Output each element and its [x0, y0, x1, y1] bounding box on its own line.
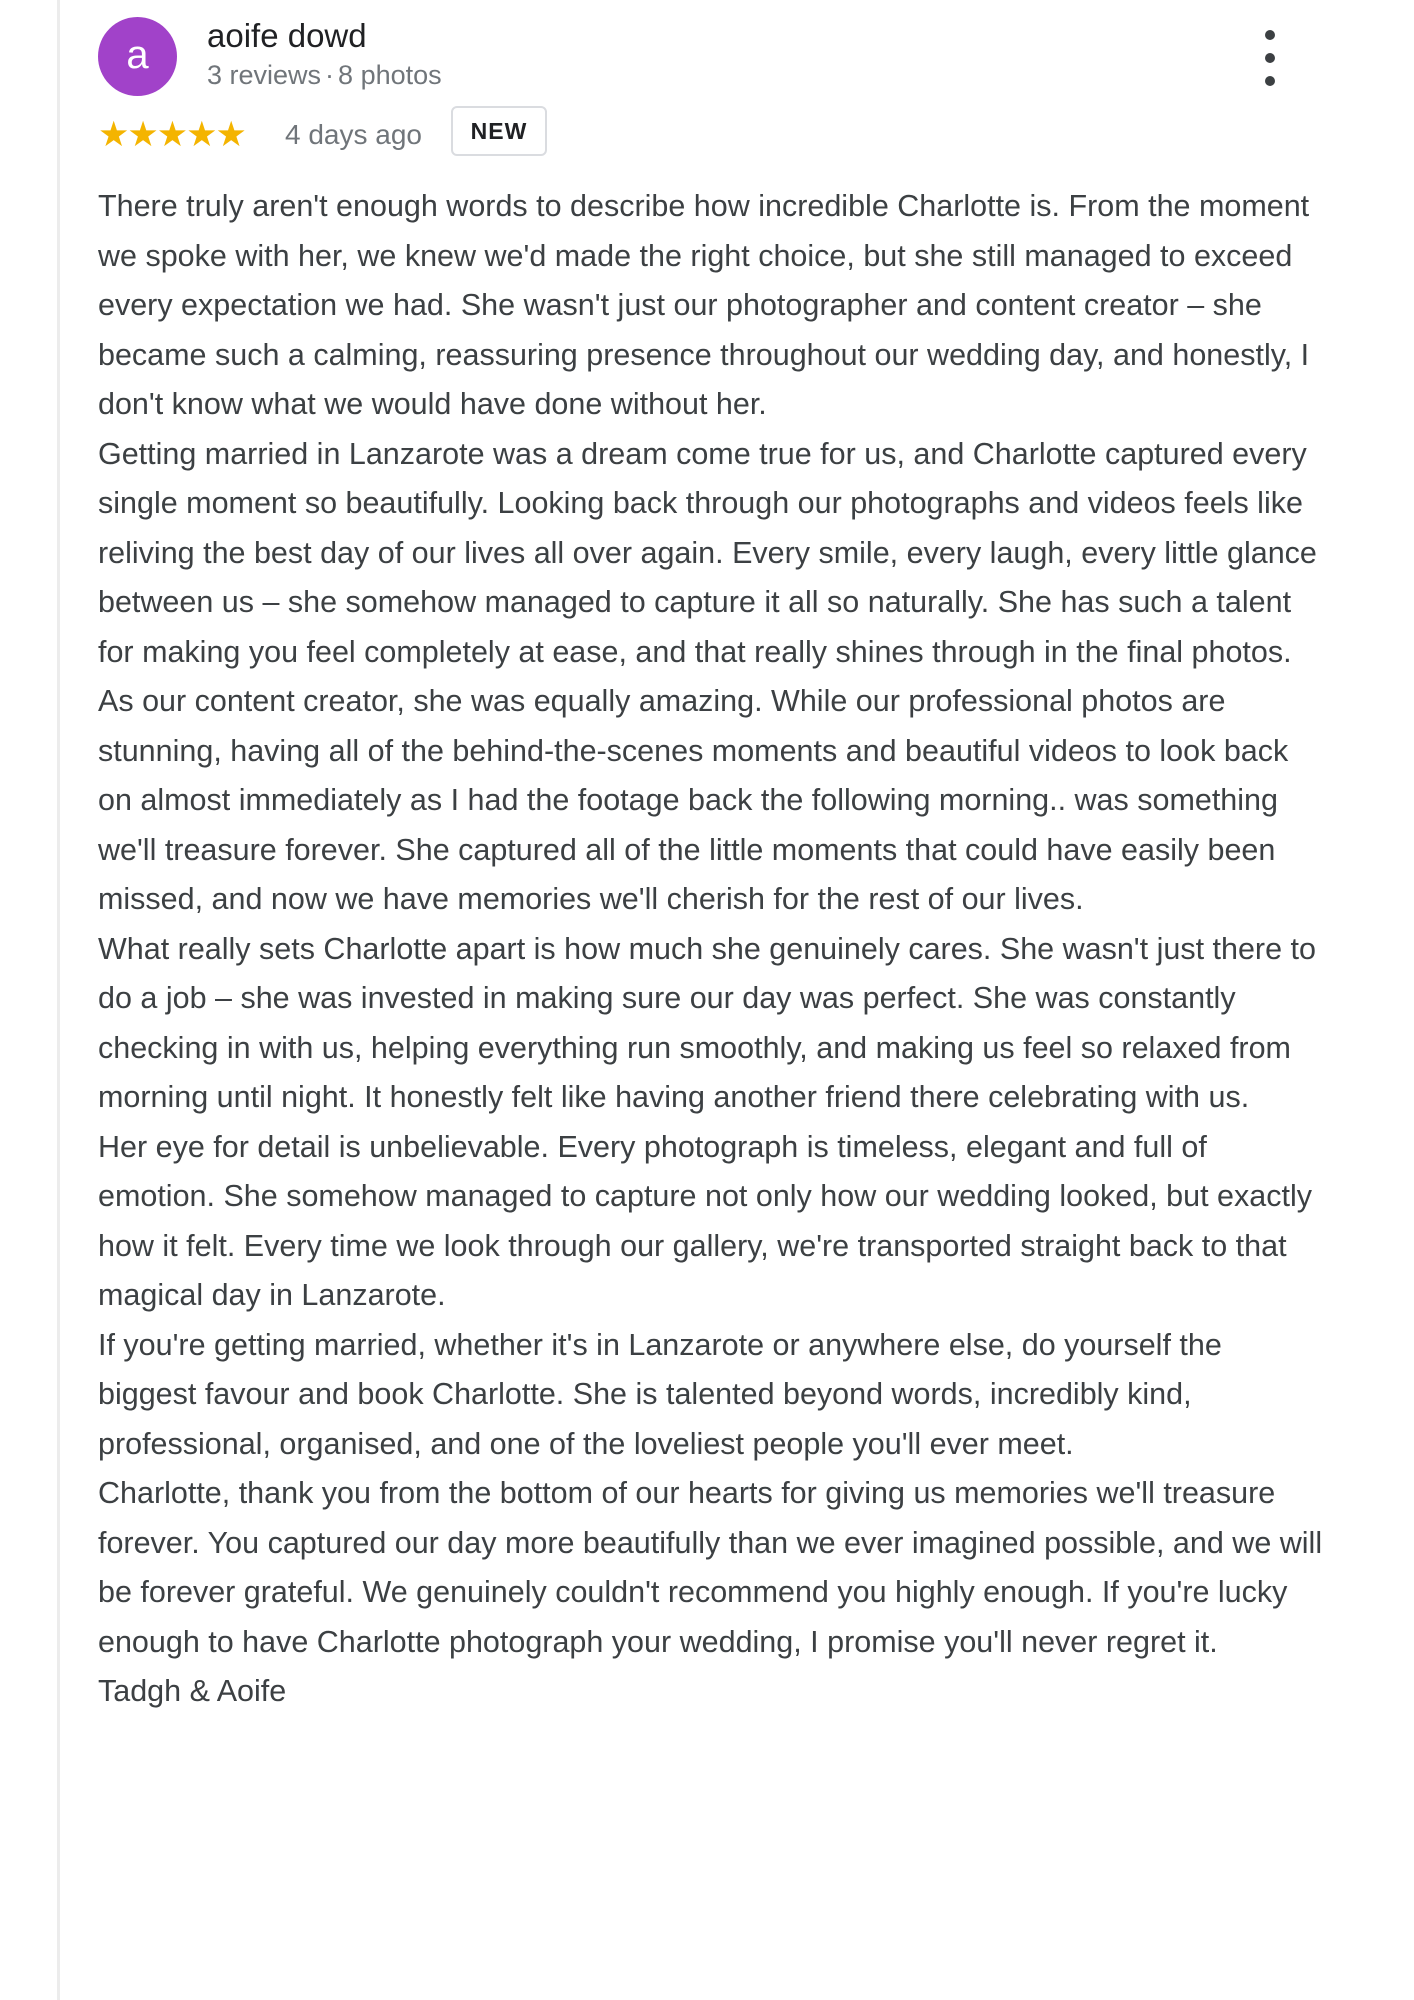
- new-badge: NEW: [451, 106, 547, 156]
- meta-separator: ·: [325, 60, 335, 90]
- reviews-count: 3 reviews: [207, 60, 322, 90]
- reviewer-name[interactable]: aoife dowd: [207, 17, 367, 54]
- photos-count: 8 photos: [338, 60, 442, 90]
- review-date: 4 days ago: [285, 119, 422, 150]
- review-paragraph: Charlotte, thank you from the bottom of our hearts for giving us memories we'll treasure forever. You captured our day more beautifully than we ever imagined possible, and we will be forever grateful. We genuinely couldn't recommend you highly enough. If you're lucky enough to have Charlotte photograph your wedding, I promise you'll never regret it.: [98, 1476, 1323, 1659]
- reviewer-meta: [207, 58, 442, 92]
- review-paragraph: If you're getting married, whether it's in Lanzarote or anywhere else, do yourself the biggest favour and book Charlotte. She is talented beyond words, incredibly kind, professional, organised, and one of the loveliest people you'll ever meet.: [98, 1327, 1222, 1461]
- review-paragraph: Getting married in Lanzarote was a dream come true for us, and Charlotte captured every single moment so beautifully. Looking back through our photographs and videos feels like reliving the best day of our lives all over again. Every smile, every laugh, every little glance between us – she somehow managed to capture it all so naturally. She has such a talent for making you feel completely at ease, and that really shines through in the final photos.: [98, 436, 1317, 669]
- avatar[interactable]: a: [98, 17, 177, 96]
- review-text: [98, 182, 1328, 1717]
- more-vert-icon-dot: [1265, 76, 1275, 86]
- review-paragraph: Her eye for detail is unbelievable. Every photograph is timeless, elegant and full of emotion. She somehow managed to capture not only how our wedding looked, but exactly how it felt. Every time we look through our gallery, we're transported straight back to that magical day in Lanzarote.: [98, 1129, 1312, 1312]
- more-options-button[interactable]: [1253, 30, 1287, 86]
- rating-row: [98, 106, 1328, 164]
- star-rating-icon: ★★★★★: [98, 115, 245, 154]
- more-vert-icon-dot: [1265, 53, 1275, 63]
- review-signature: Tadgh & Aoife: [98, 1674, 287, 1708]
- review-paragraph: There truly aren't enough words to describe how incredible Charlotte is. From the moment we spoke with her, we knew we'd made the right choice, but she still managed to exceed every expectation we had. She wasn't just our photographer and content creator – she became such a calming, reassuring presence throughout our wedding day, and honestly, I don't know what we would have done without her.: [98, 189, 1310, 421]
- review-header: [98, 14, 1328, 106]
- more-vert-icon: [1265, 30, 1275, 40]
- review-paragraph: As our content creator, she was equally amazing. While our professional photos are stunning, having all of the behind-the-scenes moments and beautiful videos to look back on almost immediately as I had the footage back the following morning.. was something we'll treasure forever. She captured all of the little moments that could have easily been missed, and now we have memories we'll cherish for the rest of our lives.: [98, 684, 1289, 916]
- review-card: [98, 14, 1328, 1717]
- review-paragraph: What really sets Charlotte apart is how much she genuinely cares. She wasn't just there to do a job – she was invested in making sure our day was perfect. She was constantly checking in with us, helping everything run smoothly, and making us feel so relaxed from morning until night. It honestly felt like having another friend there celebrating with us.: [98, 931, 1316, 1114]
- page-left-border: [57, 0, 60, 2000]
